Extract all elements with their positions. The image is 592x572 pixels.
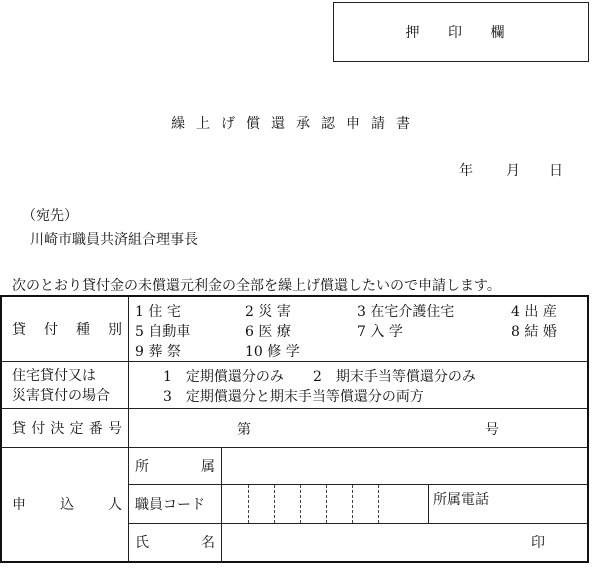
document-title: 繰上げ償還承認申請書	[171, 116, 421, 132]
housing-row	[1, 362, 588, 409]
housing-option-3[interactable]: 3 定期償還分と期末手当等償還分の両方	[163, 389, 424, 405]
decision-number-field[interactable]	[129, 409, 589, 448]
dept-field[interactable]	[222, 448, 589, 485]
housing-option-2[interactable]: 2 期末手当等償還分のみ	[313, 369, 476, 385]
date-day: 日	[549, 163, 563, 179]
applicant-label: 申 込 人	[1, 448, 129, 562]
loan-type-6[interactable]: 6 医 療	[245, 324, 291, 340]
decision-row	[1, 409, 588, 448]
name-label: 氏 名	[129, 524, 222, 562]
stamp-box	[333, 2, 589, 62]
housing-label: 住宅貸付又は 災害貸付の場合	[1, 362, 129, 409]
name-field[interactable]	[222, 524, 589, 562]
loan-type-1[interactable]: 1 住 宅	[135, 304, 181, 320]
staff-code-label: 職員コード	[129, 485, 222, 524]
addressee-prefix: （宛先）	[22, 208, 78, 224]
dept-row	[1, 448, 588, 485]
loan-type-7[interactable]: 7 入 学	[357, 324, 403, 340]
decision-label: 貸 付 決 定 番 号	[1, 409, 129, 448]
loan-type-8[interactable]: 8 結 婚	[511, 324, 557, 340]
date-month: 月	[506, 163, 520, 179]
loan-type-options	[129, 296, 589, 362]
stamp-label: 押 印 欄	[405, 25, 517, 41]
seal-mark: 印	[531, 535, 545, 552]
application-form-table	[0, 295, 589, 563]
dept-label: 所 属	[129, 448, 222, 485]
staff-code-field[interactable]	[222, 485, 429, 524]
housing-options	[129, 362, 589, 409]
loan-type-3[interactable]: 3 在宅介護住宅	[357, 304, 455, 320]
loan-type-2[interactable]: 2 災 害	[245, 304, 291, 320]
decision-dai: 第	[237, 422, 251, 438]
phone-field[interactable]	[429, 485, 589, 524]
intro-text: 次のとおり貸付金の未償還元利金の全部を繰上げ償還したいので申請します。	[12, 278, 501, 294]
addressee-name: 川崎市職員共済組合理事長	[30, 232, 198, 248]
phone-label: 所属電話	[433, 492, 489, 508]
loan-type-9[interactable]: 9 葬 祭	[135, 344, 181, 360]
decision-go: 号	[485, 422, 499, 438]
loan-type-5[interactable]: 5 自動車	[135, 324, 191, 340]
loan-type-4[interactable]: 4 出 産	[511, 304, 557, 320]
housing-option-1[interactable]: 1 定期償還分のみ	[163, 369, 284, 385]
loan-type-10[interactable]: 10 修 学	[245, 344, 300, 360]
date-year: 年	[459, 163, 473, 179]
loan-type-row	[1, 296, 588, 362]
loan-type-label: 貸 付 種 別	[1, 296, 129, 362]
